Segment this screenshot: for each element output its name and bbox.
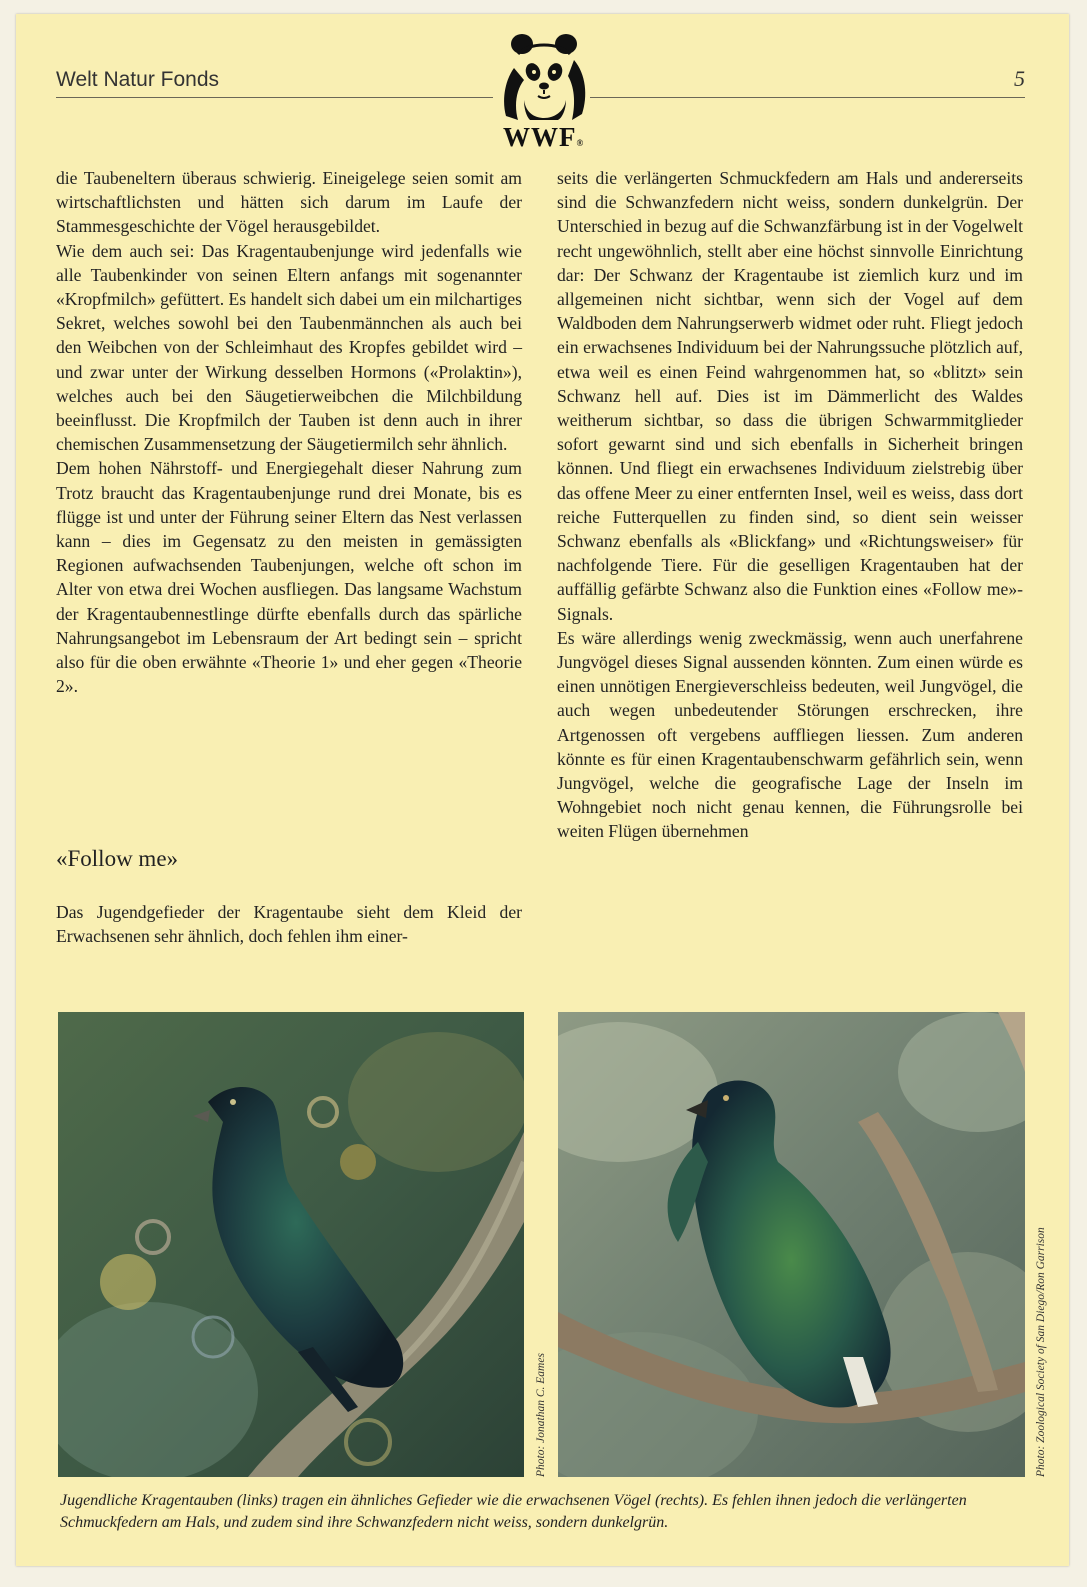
- photo-credit-right: Photo: Zoological Society of San Diego/Ron Garrison: [1035, 1227, 1047, 1477]
- left-column: [56, 166, 522, 698]
- left-paragraph-2: Wie dem auch sei: Das Kragentaubenjunge wird jedenfalls wie alle Taubenkinder von seinen Eltern anfangs mit sogenannter «Kropfmilch» gefüttert. Es handelt sich dabei um ein milchartiges Sekret, welches sowohl bei den Taubenmännchen als auch bei den Weibchen von der Schleimhaut des Kropfes gebildet wird – und zwar unter der Wirkung desselben Hormons («Prolaktin»), welches auch bei den Säugetierweibchen die Milchbildung beeinflusst. Die Kropfmilch der Tauben ist denn auch in ihrer chemischen Zusammensetzung der Säugetiermilch sehr ähnlich.: [56, 240, 522, 455]
- left-column-section: [56, 900, 522, 948]
- right-paragraph-2: Es wäre allerdings wenig zweckmässig, wenn auch unerfahrene Jungvögel dieses Signal aussenden könnten. Zum einen würde es einen unnötigen Energieverschleiss bedeuten, weil Jungvögel, die auch wegen unbedeutender Störungen erschrecken, ihre Artgenossen oft vergebens auffliegen liessen. Zum anderen könnte es für einen Kragentaubenschwarm gefährlich sein, wenn Jungvögel, welche die geografische Lage der Inseln im Wohngebiet noch nicht genau kennen, die Führungsrolle bei weiten Flügen übernehmen: [557, 627, 1023, 842]
- right-paragraph-1: seits die verlängerten Schmuckfedern am Hals und andererseits sind die Schwanzfedern nicht weiss, sondern dunkelgrün. Der Unterschied in bezug auf die Schwanzfärbung ist in der Vogelwelt recht ungewöhnlich, stellt aber eine höchst sinnvolle Einrichtung dar: Der Schwanz der Kragentaube ist ziemlich kurz und im allgemeinen nicht sichtbar, wenn sich der Vogel auf dem Waldboden dem Nahrungserwerb widmet oder ruht. Fliegt jedoch ein erwachsenes Individuum bei der Nahrungssuche plötzlich auf, etwa weil es einen Feind wahrgenommen hat, so «blitzt» sein Schwanz hell auf. Dies ist im Dämmerlicht des Waldes weitherum sichtbar, so dass die übrigen Schwarmmitglieder sofort gewarnt sind und sich ebenfalls in Sicherheit bringen können. Und fliegt ein erwachsenes Individuum zielstrebig über das offene Meer zu einer entfernten Insel, weil es weiss, dass dort reiche Futterquellen zu finden sind, so dient sein weisser Schwanz ebenfalls als «Blickfang» und «Richtungsweiser» für nachfolgende Tiere. Für die geselligen Kragentauben hat der auffällig gefärbte Schwanz also die Funktion eines «Follow me»-Signals.: [557, 168, 1023, 624]
- left-paragraph-3: Dem hohen Nährstoff- und Energiegehalt dieser Nahrung zum Trotz braucht das Kragentaubenjunge rund drei Monate, bis es flügge ist und unter der Führung seiner Eltern das Nest verlassen kann – dies im Gegensatz zu den meisten in gemässigten Regionen aufwachsenden Taubenjungen, welche oft schon im Alter von etwa drei Wochen ausfliegen. Das langsame Wachstum der Kragentaubennestlinge dürfte ebenfalls durch das spärliche Nahrungsangebot im Lebensraum der Art bedingt sein – spricht also für die oben erwähnte «Theorie 1» und eher gegen «Theorie 2».: [56, 458, 522, 697]
- page-number: 5: [1014, 66, 1025, 91]
- photo-credit-left: Photo: Jonathan C. Eames: [535, 1353, 547, 1477]
- left-paragraph-1: die Taubeneltern überaus schwierig. Eineigelege seien somit am wirtschaftlichsten und hätten sich darum im Laufe der Stammesgeschichte der Vögel herausgebildet.: [56, 168, 522, 237]
- photo-juvenile-pigeon: [58, 1012, 524, 1477]
- photo-adult-pigeon: [558, 1012, 1025, 1477]
- registered-mark: ®: [576, 138, 584, 148]
- wwf-letters: WWF: [503, 122, 577, 152]
- header-rule-left: [56, 97, 493, 98]
- section-heading: «Follow me»: [56, 846, 179, 871]
- header-rule-right: [590, 97, 1025, 98]
- header-title: Welt Natur Fonds: [56, 68, 220, 91]
- wwf-logo-text: [503, 122, 583, 153]
- photo-caption: Jugendliche Kragentauben (links) tragen ein ähnliches Gefieder wie die erwachsenen Vögel (rechts). Es fehlen ihnen jedoch die verlängerten Schmuckfedern am Hals, und zudem sind ihre Schwanzfedern nicht weiss, sondern dunkelgrün.: [60, 1492, 967, 1531]
- right-column: [557, 166, 1023, 844]
- section-paragraph: Das Jugendgefieder der Kragentaube sieht dem Kleid der Erwachsenen sehr ähnlich, doch fehlen ihm einer-: [56, 902, 522, 947]
